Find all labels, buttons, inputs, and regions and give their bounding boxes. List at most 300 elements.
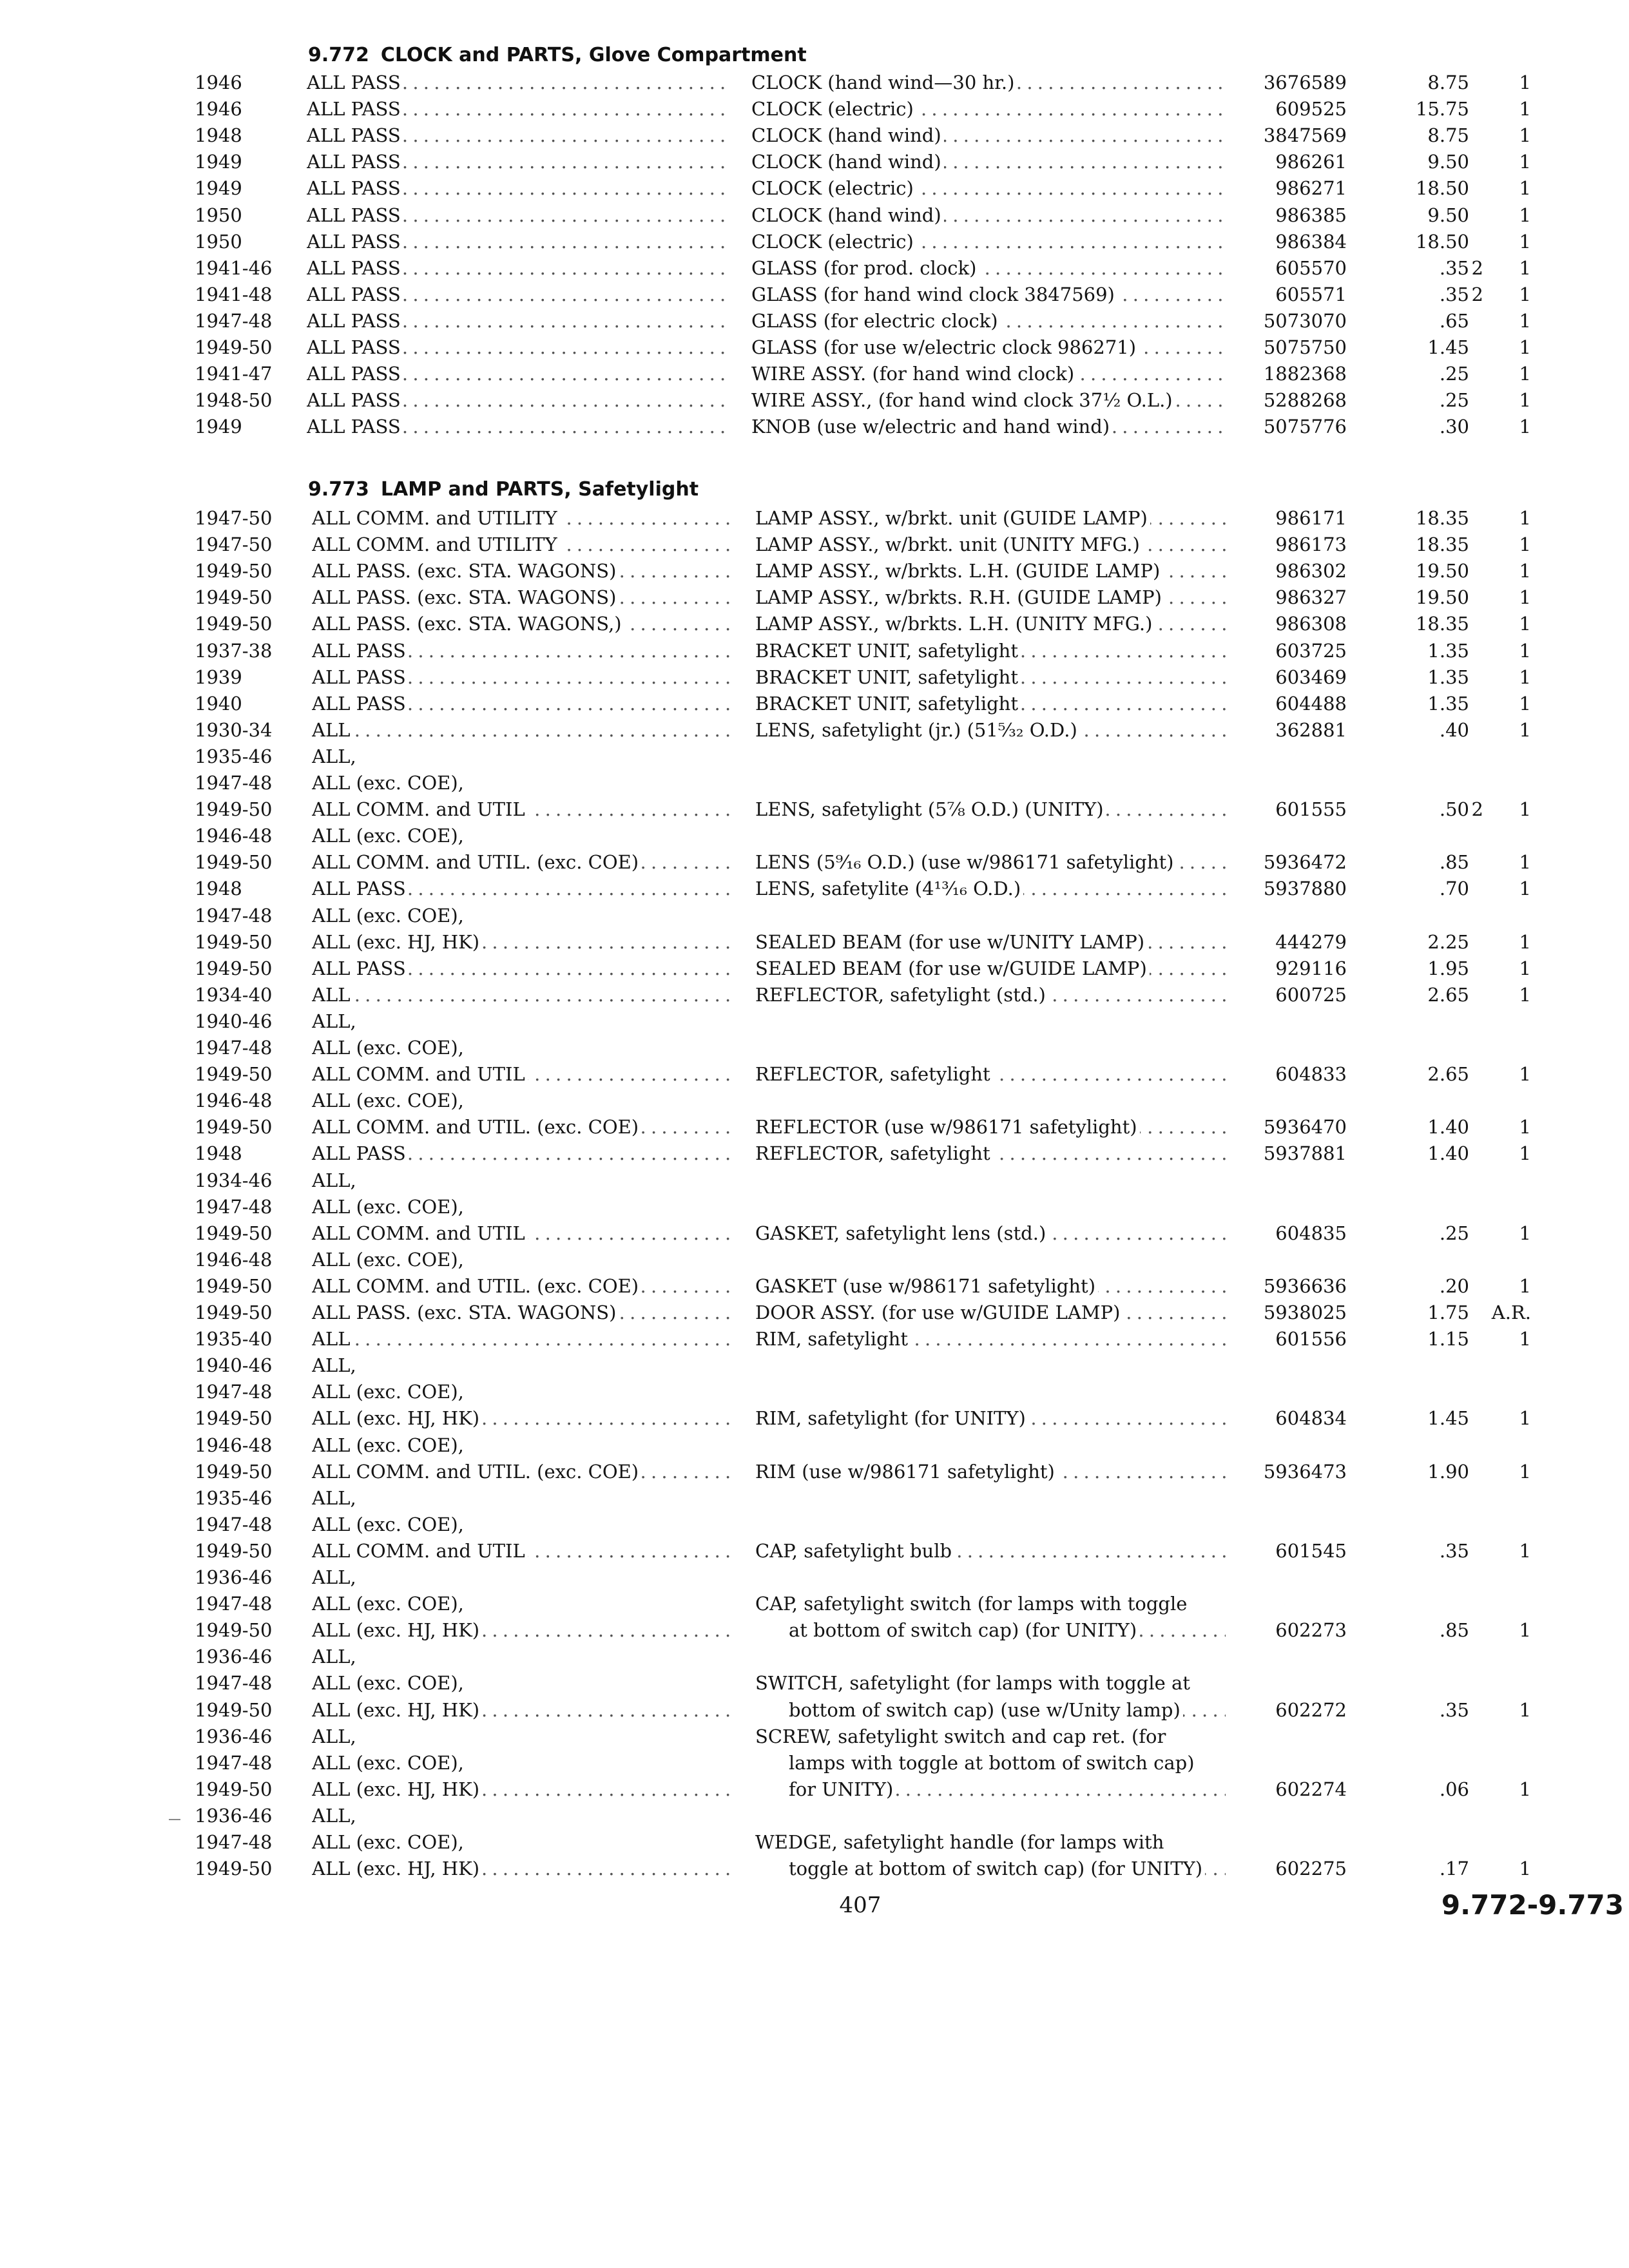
quantity-alt: 2 bbox=[1471, 257, 1483, 279]
table-row bbox=[0, 532, 1629, 558]
quantity: 1 bbox=[1519, 1778, 1531, 1800]
table-row bbox=[0, 717, 1629, 744]
part-description bbox=[751, 387, 1222, 414]
part-description bbox=[789, 1856, 1226, 1882]
part-description-text: LAMP ASSY., w/brkt. unit (UNITY MFG.) bbox=[755, 533, 1142, 555]
model-year: 1936-46 bbox=[195, 1646, 273, 1667]
quantity: 1 bbox=[1519, 1540, 1531, 1562]
model-applicability bbox=[312, 1459, 731, 1485]
model-applicability bbox=[312, 849, 731, 876]
part-description bbox=[751, 361, 1222, 387]
model-applicability bbox=[312, 744, 731, 770]
model-applicability-text: ALL, bbox=[312, 745, 359, 767]
model-applicability-text: ALL PASS bbox=[312, 693, 409, 715]
model-applicability bbox=[312, 770, 731, 796]
model-year: 1948 bbox=[195, 1142, 242, 1164]
table-row bbox=[0, 1644, 1629, 1670]
part-description bbox=[755, 505, 1226, 532]
quantity: 1 bbox=[1519, 336, 1531, 358]
model-year: 1940-46 bbox=[195, 1354, 273, 1376]
model-year: 1939 bbox=[195, 666, 242, 688]
model-applicability-text: ALL PASS bbox=[312, 878, 409, 899]
list-price: 19.50 bbox=[1415, 560, 1469, 582]
model-applicability-text: ALL COMM. and UTIL bbox=[312, 1222, 528, 1244]
part-description bbox=[755, 1273, 1226, 1300]
list-price: .30 bbox=[1439, 416, 1469, 437]
list-price: .35 bbox=[1439, 1540, 1469, 1562]
list-price: .25 bbox=[1439, 389, 1469, 411]
model-year: 1946 bbox=[195, 98, 242, 120]
quantity: 1 bbox=[1519, 1858, 1531, 1879]
part-description bbox=[751, 70, 1222, 96]
part-description bbox=[751, 96, 1222, 122]
model-applicability-text: ALL (exc. COE), bbox=[312, 1831, 467, 1853]
quantity: 1 bbox=[1519, 533, 1531, 555]
part-description bbox=[755, 1140, 1226, 1167]
table-row bbox=[0, 1617, 1629, 1644]
model-applicability-text: ALL, bbox=[312, 1725, 359, 1747]
model-year: 1949-50 bbox=[195, 1302, 273, 1323]
model-applicability bbox=[312, 1644, 731, 1670]
part-description bbox=[789, 1750, 1226, 1776]
model-applicability-text: ALL (exc. COE), bbox=[312, 1514, 467, 1535]
model-applicability bbox=[312, 1803, 731, 1829]
list-price: 9.50 bbox=[1427, 204, 1469, 226]
model-year: 1947-48 bbox=[195, 905, 273, 927]
model-year: 1949-50 bbox=[195, 798, 273, 820]
part-description-text: SEALED BEAM (for use w/GUIDE LAMP) bbox=[755, 957, 1150, 979]
model-year: 1935-40 bbox=[195, 1328, 273, 1350]
model-year: 1937-38 bbox=[195, 640, 273, 662]
quantity: 1 bbox=[1519, 1619, 1531, 1641]
table-row bbox=[0, 70, 1629, 96]
table-row bbox=[0, 1140, 1629, 1167]
model-year: 1936-46 bbox=[195, 1805, 273, 1827]
part-description bbox=[755, 1405, 1226, 1432]
model-year: 1949-50 bbox=[195, 1461, 273, 1483]
model-applicability-text: ALL PASS bbox=[307, 416, 403, 437]
table-row bbox=[0, 1273, 1629, 1300]
list-price: 1.95 bbox=[1427, 957, 1469, 979]
model-year: 1949-50 bbox=[195, 1222, 273, 1244]
model-applicability bbox=[312, 1485, 731, 1512]
model-applicability bbox=[307, 255, 726, 282]
model-applicability-text: ALL (exc. COE), bbox=[312, 905, 467, 927]
part-description-text: BRACKET UNIT, safetylight bbox=[755, 693, 1021, 715]
part-description bbox=[755, 849, 1226, 876]
table-row bbox=[0, 1220, 1629, 1247]
part-number: 986308 bbox=[1275, 613, 1347, 635]
part-number: 601555 bbox=[1275, 798, 1347, 820]
model-applicability-text: ALL COMM. and UTIL bbox=[312, 1540, 528, 1562]
model-year: 1946 bbox=[195, 72, 242, 93]
part-description-text: at bottom of switch cap) (for UNITY) bbox=[789, 1619, 1139, 1641]
model-applicability bbox=[312, 584, 731, 611]
model-applicability-text: ALL PASS bbox=[307, 204, 403, 226]
model-applicability-text: ALL PASS bbox=[307, 72, 403, 93]
part-description-text: CLOCK (hand wind) bbox=[751, 124, 944, 146]
part-number: 5937880 bbox=[1263, 878, 1347, 899]
model-applicability-text: ALL PASS bbox=[307, 336, 403, 358]
model-applicability bbox=[312, 982, 731, 1008]
part-number: 362881 bbox=[1275, 719, 1347, 741]
table-row bbox=[0, 691, 1629, 717]
quantity: 1 bbox=[1519, 851, 1531, 873]
model-applicability bbox=[307, 149, 726, 175]
part-description-text: REFLECTOR, safetylight (std.) bbox=[755, 984, 1048, 1006]
part-description-text: BRACKET UNIT, safetylight bbox=[755, 666, 1021, 688]
part-description bbox=[755, 929, 1226, 956]
part-description-text: SWITCH, safetylight (for lamps with toggle at bbox=[755, 1672, 1193, 1694]
list-price: 2.65 bbox=[1427, 984, 1469, 1006]
model-applicability bbox=[312, 1829, 731, 1856]
model-applicability bbox=[307, 414, 726, 440]
quantity: 1 bbox=[1519, 98, 1531, 120]
model-applicability bbox=[312, 717, 731, 744]
table-row bbox=[0, 1803, 1629, 1829]
quantity: 1 bbox=[1519, 719, 1531, 741]
table-row bbox=[0, 1061, 1629, 1088]
list-price: 1.35 bbox=[1427, 640, 1469, 662]
part-number: 986384 bbox=[1275, 231, 1347, 253]
model-applicability bbox=[307, 282, 726, 308]
table-row bbox=[0, 1247, 1629, 1273]
part-description-text: bottom of switch cap) (use w/Unity lamp) bbox=[789, 1699, 1183, 1721]
model-year: 1940 bbox=[195, 693, 242, 715]
model-applicability-text: ALL PASS. (exc. STA. WAGONS) bbox=[312, 1302, 619, 1323]
model-applicability bbox=[312, 1061, 731, 1088]
part-description bbox=[789, 1617, 1226, 1644]
model-applicability-text: ALL bbox=[312, 719, 352, 741]
part-description-text: LAMP ASSY., w/brkts. R.H. (GUIDE LAMP) bbox=[755, 586, 1164, 608]
model-applicability-text: ALL (exc. COE), bbox=[312, 1381, 467, 1403]
table-row bbox=[0, 664, 1629, 691]
quantity: 1 bbox=[1519, 1142, 1531, 1164]
part-description-text: WIRE ASSY., (for hand wind clock 37½ O.L.) bbox=[751, 389, 1175, 411]
quantity: 1 bbox=[1519, 1222, 1531, 1244]
section-code: 9.772-9.773 bbox=[1441, 1889, 1624, 1921]
part-number: 602275 bbox=[1275, 1858, 1347, 1879]
table-row bbox=[0, 1114, 1629, 1140]
part-description bbox=[755, 1829, 1226, 1856]
table-row bbox=[0, 122, 1629, 149]
part-description bbox=[755, 664, 1226, 691]
part-description bbox=[755, 956, 1226, 982]
part-description bbox=[755, 717, 1226, 744]
table-row bbox=[0, 823, 1629, 849]
quantity: 1 bbox=[1519, 151, 1531, 173]
model-applicability-text: ALL (exc. COE), bbox=[312, 1434, 467, 1456]
model-year: 1949-50 bbox=[195, 613, 273, 635]
table-row bbox=[0, 1512, 1629, 1538]
model-applicability-text: ALL (exc. COE), bbox=[312, 1249, 467, 1271]
model-applicability bbox=[312, 691, 731, 717]
model-applicability bbox=[312, 1194, 731, 1220]
part-number: 605570 bbox=[1275, 257, 1347, 279]
model-applicability bbox=[312, 1591, 731, 1617]
part-description bbox=[755, 796, 1226, 823]
model-applicability bbox=[312, 1670, 731, 1696]
model-applicability-text: ALL COMM. and UTIL. (exc. COE) bbox=[312, 1116, 641, 1138]
part-number: 5938025 bbox=[1263, 1302, 1347, 1323]
part-description-text: CLOCK (hand wind) bbox=[751, 151, 944, 173]
model-applicability-text: ALL (exc. COE), bbox=[312, 1090, 467, 1111]
quantity: 1 bbox=[1519, 1407, 1531, 1429]
model-applicability bbox=[312, 1168, 731, 1194]
table-row bbox=[0, 334, 1629, 361]
part-number: 929116 bbox=[1275, 957, 1347, 979]
table-row bbox=[0, 1432, 1629, 1459]
list-price: .85 bbox=[1439, 851, 1469, 873]
table-row bbox=[0, 175, 1629, 202]
part-description-text: CAP, safetylight switch (for lamps with toggle bbox=[755, 1593, 1190, 1615]
list-price: 19.50 bbox=[1415, 586, 1469, 608]
model-applicability-text: ALL, bbox=[312, 1169, 359, 1191]
table-row bbox=[0, 929, 1629, 956]
model-year: 1950 bbox=[195, 204, 242, 226]
model-year: 1947-48 bbox=[195, 1037, 273, 1059]
model-applicability bbox=[312, 1617, 731, 1644]
model-applicability bbox=[312, 664, 731, 691]
model-applicability-text: ALL COMM. and UTIL. (exc. COE) bbox=[312, 851, 641, 873]
model-applicability-text: ALL COMM. and UTIL bbox=[312, 798, 528, 820]
quantity: 1 bbox=[1519, 586, 1531, 608]
quantity: 1 bbox=[1519, 72, 1531, 93]
part-description-text: GASKET (use w/986171 safetylight) bbox=[755, 1275, 1098, 1297]
model-year: 1946-48 bbox=[195, 1090, 273, 1111]
list-price: 8.75 bbox=[1427, 72, 1469, 93]
model-year: 1949-50 bbox=[195, 1619, 273, 1641]
model-year: 1948-50 bbox=[195, 389, 273, 411]
part-number: 604833 bbox=[1275, 1063, 1347, 1085]
section-number: 9.773 bbox=[308, 478, 369, 501]
list-price: .40 bbox=[1439, 719, 1469, 741]
model-year: 1949-50 bbox=[195, 1699, 273, 1721]
model-applicability-text: ALL PASS bbox=[312, 640, 409, 662]
part-description bbox=[751, 308, 1222, 334]
model-applicability bbox=[312, 956, 731, 982]
table-row bbox=[0, 1564, 1629, 1591]
list-price: .50 bbox=[1439, 798, 1469, 820]
model-applicability bbox=[312, 1114, 731, 1140]
model-year: 1940-46 bbox=[195, 1010, 273, 1032]
part-description bbox=[755, 1220, 1226, 1247]
part-description bbox=[755, 982, 1226, 1008]
part-number: 5937881 bbox=[1263, 1142, 1347, 1164]
part-description bbox=[755, 1538, 1226, 1564]
model-applicability bbox=[312, 823, 731, 849]
table-row bbox=[0, 255, 1629, 282]
part-description-text: SEALED BEAM (for use w/UNITY LAMP) bbox=[755, 931, 1147, 953]
part-description-text: KNOB (use w/electric and hand wind) bbox=[751, 416, 1112, 437]
table-row bbox=[0, 1697, 1629, 1724]
model-applicability bbox=[307, 334, 726, 361]
quantity-alt: 2 bbox=[1471, 284, 1483, 305]
table-row bbox=[0, 1724, 1629, 1750]
part-description-text: BRACKET UNIT, safetylight bbox=[755, 640, 1021, 662]
model-applicability bbox=[312, 611, 731, 637]
model-year: 1935-46 bbox=[195, 1487, 273, 1509]
quantity: 1 bbox=[1519, 640, 1531, 662]
quantity: 1 bbox=[1519, 363, 1531, 385]
model-year: 1949 bbox=[195, 416, 242, 437]
model-applicability-text: ALL, bbox=[312, 1354, 359, 1376]
part-number: 604835 bbox=[1275, 1222, 1347, 1244]
model-applicability bbox=[312, 1008, 731, 1035]
quantity: 1 bbox=[1519, 389, 1531, 411]
list-price: 18.50 bbox=[1415, 231, 1469, 253]
table-row bbox=[0, 638, 1629, 664]
table-row bbox=[0, 770, 1629, 796]
table-row bbox=[0, 982, 1629, 1008]
model-year: 1934-46 bbox=[195, 1169, 273, 1191]
model-applicability-text: ALL PASS bbox=[307, 363, 403, 385]
model-applicability-text: ALL (exc. COE), bbox=[312, 1672, 467, 1694]
table-row bbox=[0, 1168, 1629, 1194]
model-applicability-text: ALL PASS bbox=[307, 124, 403, 146]
part-number: 602273 bbox=[1275, 1619, 1347, 1641]
part-description-text: for UNITY) bbox=[789, 1778, 896, 1800]
list-price: .25 bbox=[1439, 1222, 1469, 1244]
table-row bbox=[0, 1776, 1629, 1803]
model-year: 1949-50 bbox=[195, 586, 273, 608]
part-description-text: LAMP ASSY., w/brkt. unit (GUIDE LAMP) bbox=[755, 507, 1150, 529]
list-price: 18.50 bbox=[1415, 177, 1469, 199]
model-year: 1949-50 bbox=[195, 1275, 273, 1297]
quantity: 1 bbox=[1519, 177, 1531, 199]
table-row bbox=[0, 361, 1629, 387]
part-description-text: LAMP ASSY., w/brkts. L.H. (UNITY MFG.) bbox=[755, 613, 1155, 635]
part-number: 5288268 bbox=[1263, 389, 1347, 411]
list-price: 1.45 bbox=[1427, 336, 1469, 358]
list-price: 9.50 bbox=[1427, 151, 1469, 173]
model-applicability bbox=[312, 532, 731, 558]
part-number: 604834 bbox=[1275, 1407, 1347, 1429]
part-number: 5936473 bbox=[1263, 1461, 1347, 1483]
model-applicability bbox=[312, 1220, 731, 1247]
model-applicability-text: ALL (exc. HJ, HK) bbox=[312, 931, 482, 953]
part-number: 603725 bbox=[1275, 640, 1347, 662]
table-row bbox=[0, 282, 1629, 308]
list-price: 1.35 bbox=[1427, 693, 1469, 715]
part-description bbox=[755, 1459, 1226, 1485]
part-number: 5073070 bbox=[1263, 310, 1347, 332]
model-year: 1935-46 bbox=[195, 745, 273, 767]
part-description-text: RIM, safetylight bbox=[755, 1328, 911, 1350]
part-number: 5075750 bbox=[1263, 336, 1347, 358]
model-applicability-text: ALL (exc. HJ, HK) bbox=[312, 1699, 482, 1721]
table-row bbox=[0, 96, 1629, 122]
model-applicability-text: ALL, bbox=[312, 1487, 359, 1509]
model-applicability-text: ALL PASS bbox=[307, 151, 403, 173]
part-description bbox=[755, 638, 1226, 664]
part-description-text: RIM, safetylight (for UNITY) bbox=[755, 1407, 1028, 1429]
list-price: 1.40 bbox=[1427, 1142, 1469, 1164]
table-row bbox=[0, 1008, 1629, 1035]
model-applicability bbox=[312, 1379, 731, 1405]
model-year: 1930-34 bbox=[195, 719, 273, 741]
model-applicability-text: ALL PASS bbox=[307, 284, 403, 305]
quantity: 1 bbox=[1519, 257, 1531, 279]
list-price: 2.65 bbox=[1427, 1063, 1469, 1085]
model-applicability bbox=[307, 96, 726, 122]
table-row bbox=[0, 505, 1629, 532]
model-year: 1949-50 bbox=[195, 560, 273, 582]
model-applicability bbox=[312, 1538, 731, 1564]
list-price: .70 bbox=[1439, 878, 1469, 899]
table-row bbox=[0, 308, 1629, 334]
model-year: 1949-50 bbox=[195, 336, 273, 358]
section-number: 9.772 bbox=[308, 44, 369, 66]
model-applicability-text: ALL COMM. and UTILITY bbox=[312, 533, 560, 555]
quantity: 1 bbox=[1519, 1328, 1531, 1350]
part-description-text: GLASS (for hand wind clock 3847569) bbox=[751, 284, 1117, 305]
table-row bbox=[0, 1459, 1629, 1485]
part-description bbox=[751, 202, 1222, 229]
model-applicability-text: ALL PASS bbox=[307, 231, 403, 253]
list-price: 8.75 bbox=[1427, 124, 1469, 146]
part-number: 986171 bbox=[1275, 507, 1347, 529]
model-applicability-text: ALL PASS bbox=[312, 957, 409, 979]
part-description bbox=[755, 558, 1226, 584]
part-number: 600725 bbox=[1275, 984, 1347, 1006]
part-description bbox=[755, 691, 1226, 717]
model-applicability bbox=[312, 1247, 731, 1273]
part-description bbox=[751, 175, 1222, 202]
part-description-text: LENS, safetylight (5⅞ O.D.) (UNITY) bbox=[755, 798, 1106, 820]
part-number: 604488 bbox=[1275, 693, 1347, 715]
quantity: 1 bbox=[1519, 878, 1531, 899]
section-title bbox=[308, 44, 807, 67]
table-row bbox=[0, 1326, 1629, 1352]
model-year: 1934-40 bbox=[195, 984, 273, 1006]
list-price: .35 bbox=[1439, 257, 1469, 279]
model-applicability bbox=[312, 796, 731, 823]
list-price: .85 bbox=[1439, 1619, 1469, 1641]
quantity: 1 bbox=[1519, 1275, 1531, 1297]
quantity: 1 bbox=[1519, 1461, 1531, 1483]
list-price: 1.90 bbox=[1427, 1461, 1469, 1483]
model-applicability bbox=[312, 558, 731, 584]
model-year: 1947-48 bbox=[195, 1514, 273, 1535]
part-description-text: DOOR ASSY. (for use w/GUIDE LAMP) bbox=[755, 1302, 1123, 1323]
model-year: 1947-48 bbox=[195, 1672, 273, 1694]
quantity: 1 bbox=[1519, 1699, 1531, 1721]
list-price: .17 bbox=[1439, 1858, 1469, 1879]
section-heading: LAMP and PARTS, Safetylight bbox=[380, 478, 699, 501]
part-description bbox=[751, 229, 1222, 255]
model-applicability bbox=[307, 122, 726, 149]
model-year: 1949-50 bbox=[195, 1407, 273, 1429]
table-row bbox=[0, 1670, 1629, 1696]
table-row bbox=[0, 1538, 1629, 1564]
model-applicability bbox=[312, 1750, 731, 1776]
model-applicability-text: ALL (exc. HJ, HK) bbox=[312, 1407, 482, 1429]
part-description bbox=[755, 611, 1226, 637]
part-description bbox=[755, 1326, 1226, 1352]
part-number: 986271 bbox=[1275, 177, 1347, 199]
model-year: 1941-47 bbox=[195, 363, 273, 385]
part-number: 603469 bbox=[1275, 666, 1347, 688]
table-row bbox=[0, 387, 1629, 414]
model-applicability-text: ALL (exc. COE), bbox=[312, 1752, 467, 1774]
model-applicability-text: ALL PASS bbox=[307, 310, 403, 332]
part-number: 602274 bbox=[1275, 1778, 1347, 1800]
part-description-text: LAMP ASSY., w/brkts. L.H. (GUIDE LAMP) bbox=[755, 560, 1162, 582]
part-description-text: REFLECTOR, safetylight bbox=[755, 1063, 993, 1085]
model-applicability bbox=[312, 876, 731, 902]
list-price: .20 bbox=[1439, 1275, 1469, 1297]
